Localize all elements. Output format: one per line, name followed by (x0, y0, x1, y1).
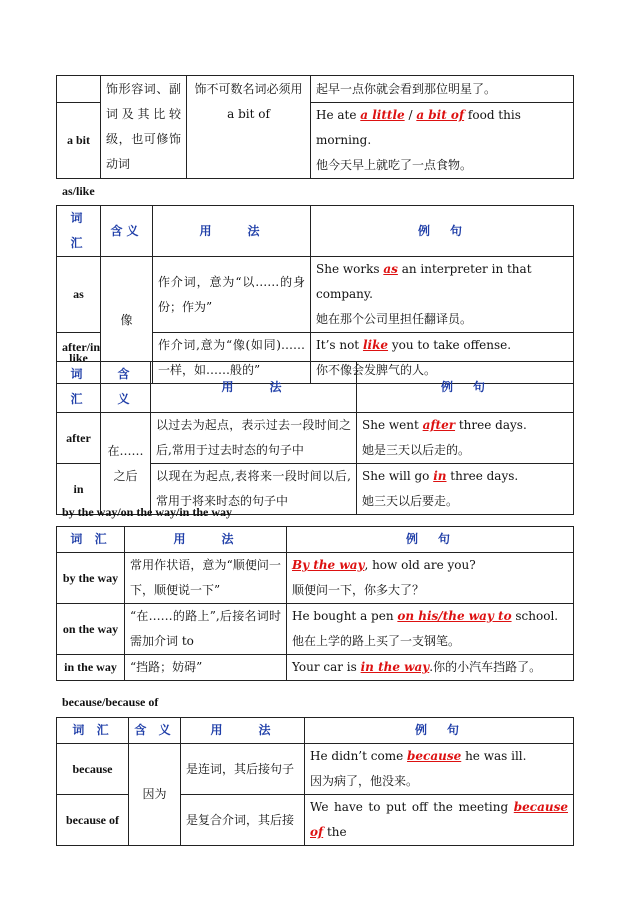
like-word: like (57, 333, 101, 384)
after-example: She went after three days. 她是三天以后走的。 (357, 413, 574, 464)
as-like-meaning: 像 (101, 257, 153, 384)
in-example: She will go in three days. 她三天以后要走。 (357, 464, 574, 515)
abit-usage-mid: 饰不可数名词必须用 a bit of (187, 76, 311, 179)
header-word: 词 汇 (57, 206, 101, 257)
abit-ex-red1: a little (360, 108, 405, 122)
like-example: It’s not like you to take offense. 你不像会发脾气的人。 (311, 333, 574, 384)
header-example: 例 句 (311, 206, 574, 257)
section-title-as-like: as/like (62, 184, 95, 198)
header-example: 例 句 (357, 362, 574, 413)
abit-usage-left: 饰形容词、副词及其比较级，也可修饰动词 (101, 76, 187, 179)
in-ex-red: in (433, 469, 447, 483)
header-word: 词 汇 (57, 718, 129, 744)
header-example: 例 句 (287, 527, 574, 553)
header-meaning: 含义 (101, 206, 153, 257)
in-the-way-example: Your car is in the way.你的小汽车挡路了。 (287, 655, 574, 681)
header-usage: 用 法 (153, 206, 311, 257)
section-title-after-in: after/in (62, 340, 100, 354)
section-title-by-the-way: by the way/on the way/in the way (62, 505, 233, 519)
section-title-because: because/because of (62, 695, 159, 709)
header-meaning: 含 义 (129, 718, 181, 744)
as-usage: 作介词，意为“以……的身份；作为” (153, 257, 311, 333)
because-usage: 是连词，其后接句子 (181, 744, 305, 795)
by-the-way-usage: 常用作状语，意为“顺便问一下，顺便说一下” (125, 553, 287, 604)
after-ex-red: after (422, 418, 456, 432)
header-word: 词 汇 (57, 362, 101, 413)
after-in-table (56, 361, 574, 515)
after-word: after (57, 413, 101, 464)
on-the-way-example: He bought a pen on his/the way to school. 他在上学的路上买了一支钢笔。 (287, 604, 574, 655)
itw-ex-red: in the way (360, 660, 430, 674)
because-of-usage: 是复合介词，其后接 (181, 795, 305, 846)
on-the-way-usage: “在……的路上”,后接名词时需加介词 to (125, 604, 287, 655)
because-ex-red: because (407, 749, 462, 763)
because-word: because (57, 744, 129, 795)
after-usage: 以过去为起点，表示过去一段时间之后,常用于过去时态的句子中 (151, 413, 357, 464)
like-usage: 作介词,意为“像(如同)……一样，如……般的” (153, 333, 311, 384)
header-usage: 用 法 (125, 527, 287, 553)
abit-row1-example: 起早一点你就会看到那位明星了。 (311, 76, 574, 103)
header-example: 例 句 (305, 718, 574, 744)
in-the-way-usage: “挡路；妨碍” (125, 655, 287, 681)
like-ex-red: like (362, 338, 389, 352)
by-the-way-table (56, 526, 574, 681)
abit-table (56, 75, 574, 179)
as-like-table (56, 205, 574, 384)
as-ex-red: as (383, 262, 398, 276)
as-word: as (57, 257, 101, 333)
by-the-way-word: by the way (57, 553, 125, 604)
because-meaning: 因为 (129, 744, 181, 846)
after-in-meaning: 在…… 之后 (101, 413, 151, 515)
because-table (56, 717, 574, 846)
abit-word: a bit (57, 103, 101, 179)
abit-ex-red2: a bit of (416, 108, 465, 122)
because-of-word: because of (57, 795, 129, 846)
header-word: 词 汇 (57, 527, 125, 553)
by-the-way-example: By the way, how old are you? 顺便问一下，你多大了？ (287, 553, 574, 604)
header-usage: 用 法 (181, 718, 305, 744)
because-of-example: We have to put off the meeting because of the (305, 795, 574, 846)
because-example: He didn’t come because he was ill. 因为病了，他没来。 (305, 744, 574, 795)
abit-example-zh: 他今天早上就吃了一点食物。 (316, 158, 473, 172)
on-the-way-word: on the way (57, 604, 125, 655)
abit-example: He ate a little / a bit of food this morning. 他今天早上就吃了一点食物。 (311, 103, 574, 179)
btw-ex-red: By the way (292, 558, 365, 572)
in-usage: 以现在为起点,表将来一段时间以后,常用于将来时态的句子中 (151, 464, 357, 515)
as-example: She works as an interpreter in that company. 她在那个公司里担任翻译员。 (311, 257, 574, 333)
abit-blank-cell (57, 76, 101, 103)
header-meaning: 含 义 (101, 362, 151, 413)
header-usage: 用 法 (151, 362, 357, 413)
in-word: in (57, 464, 101, 515)
in-the-way-word: in the way (57, 655, 125, 681)
because-of-ex-red: because of (310, 800, 568, 839)
otw-ex-red: on his/the way to (397, 609, 512, 623)
